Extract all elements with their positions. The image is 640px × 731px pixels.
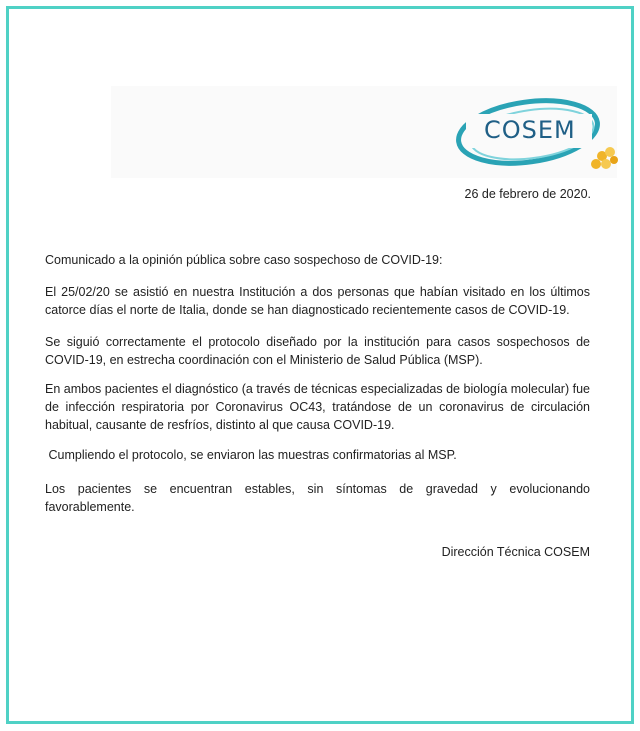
paragraph-4: Cumpliendo el protocolo, se enviaron las muestras confirmatorias al MSP. — [45, 448, 457, 462]
logo-flower-icon — [591, 147, 618, 169]
paragraph-3: En ambos pacientes el diagnóstico (a través de técnicas especializadas de biología molecular) fue de infección respiratoria por Coronavirus OC43, tratándose de un coronavirus de circulación habitual, causante de resfríos, distinto al que causa COVID-19. — [45, 382, 590, 432]
paragraph-5: Los pacientes se encuentran estables, sin síntomas de gravedad y evolucionando favorablemente. — [45, 482, 590, 514]
logo-text: COSEM — [484, 116, 576, 144]
paragraph-1: El 25/02/20 se asistió en nuestra Institución a dos personas que habían visitado en los últimos catorce días el norte de Italia, donde se han diagnosticado recientemente casos de COVID-19. — [45, 285, 590, 317]
paragraph-heading: Comunicado a la opinión pública sobre caso sospechoso de COVID-19: — [45, 253, 443, 267]
paragraph-2: Se siguió correctamente el protocolo diseñado por la institución para casos sospechosos de COVID-19, en estrecha coordinación con el Ministerio de Salud Pública (MSP). — [45, 335, 590, 367]
letter-date: 26 de febrero de 2020. — [464, 187, 591, 201]
signature: Dirección Técnica COSEM — [441, 545, 590, 559]
